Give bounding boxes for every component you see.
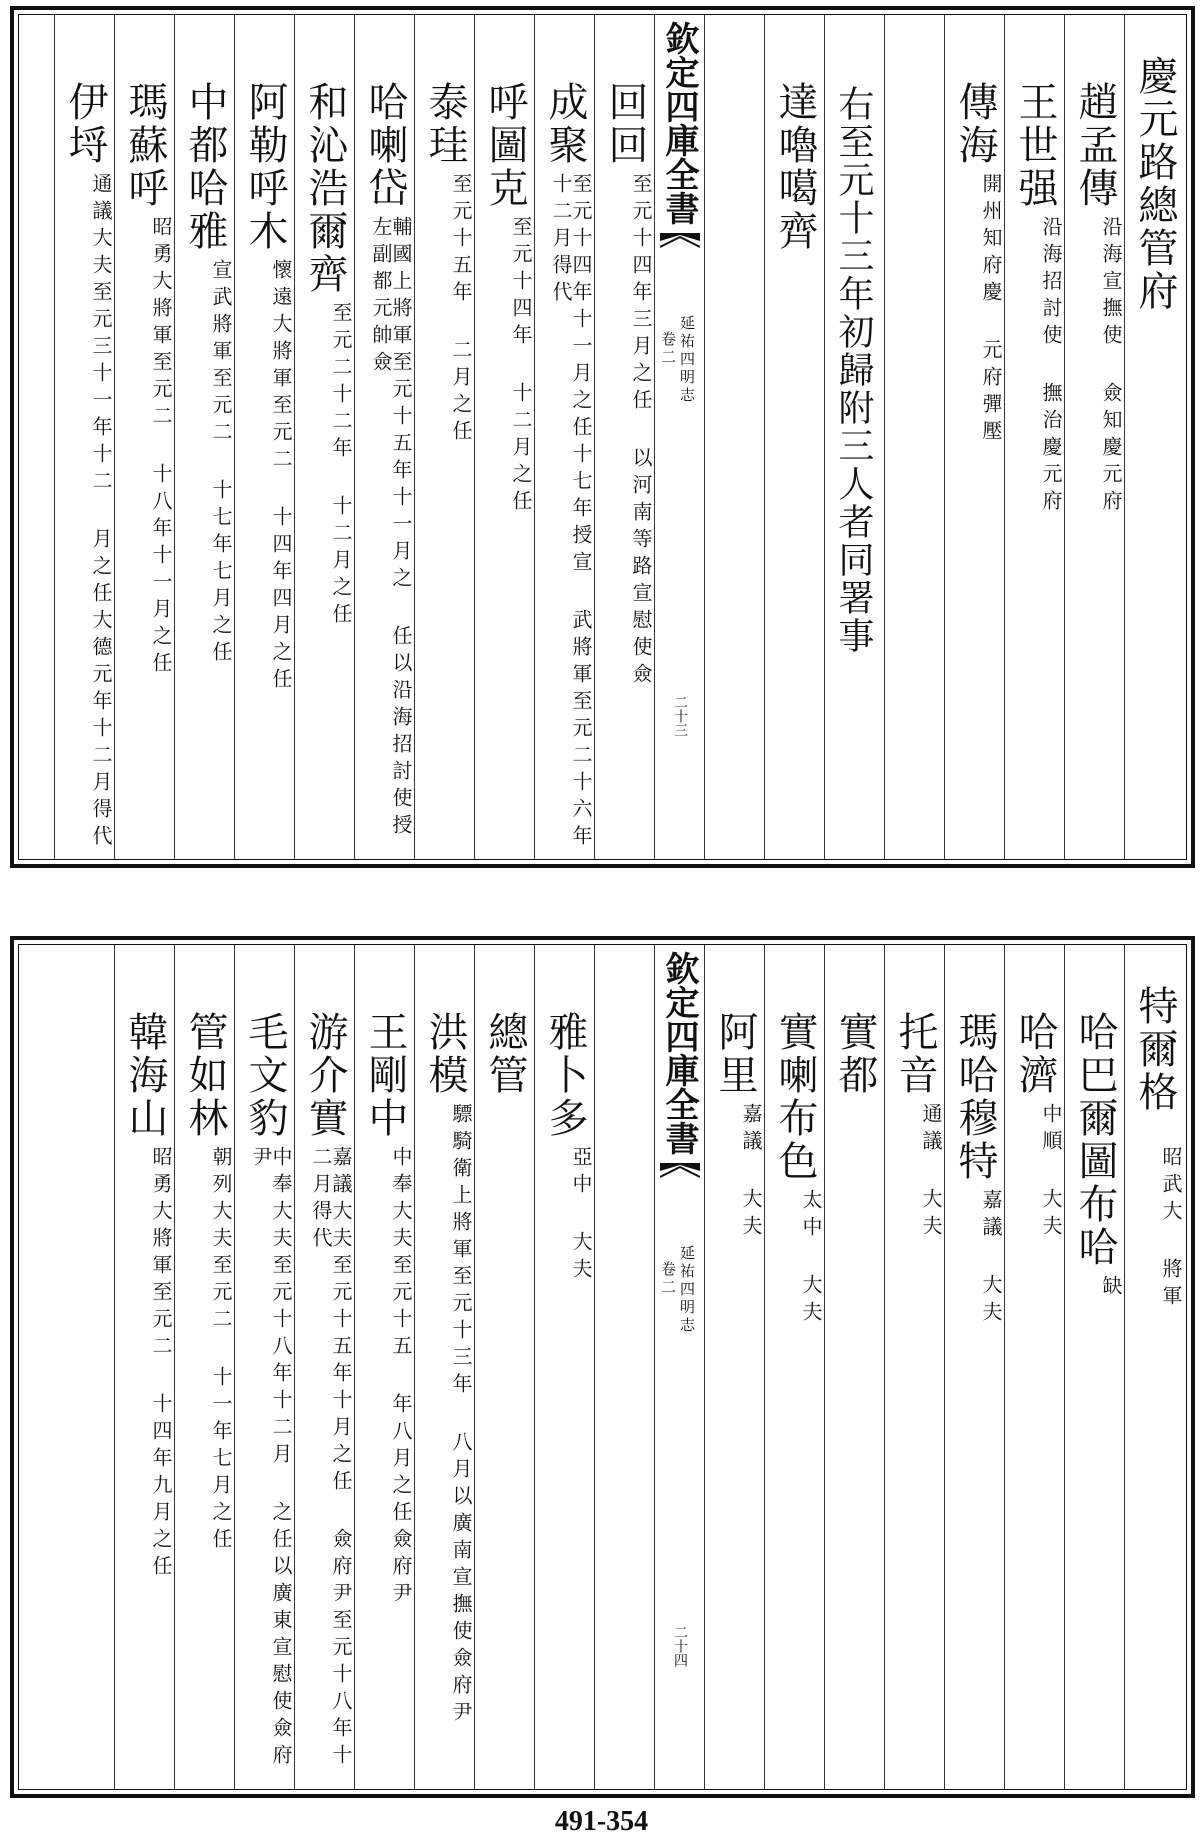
bottom-column-10 [534, 945, 594, 1789]
annotation-text: 通議大夫至元三十一年十二 月之任大德元年十二月得代 [89, 173, 113, 852]
margin-title: 欽定四庫全書 [659, 951, 699, 1155]
name-heading: 實喇布色 [772, 1011, 818, 1183]
annotation-text: 昭勇大將軍至元二 十四年九月之任 [149, 1146, 173, 1582]
name-heading: 實都 [832, 1011, 878, 1097]
name-heading: 雅卜多 [542, 1011, 588, 1140]
top-column-13 [354, 15, 414, 859]
top-column-15 [234, 15, 294, 859]
top-column-12 [414, 15, 474, 859]
margin-volume: 卷二 [659, 331, 677, 367]
bottom-column-7 [764, 945, 824, 1789]
name-heading: 阿勒呼木 [242, 81, 288, 253]
bottom-column-11 [474, 945, 534, 1789]
bottom-column-9 [594, 945, 654, 1789]
name-heading: 泰珪 [422, 81, 468, 167]
name-heading: 傳海 [952, 81, 998, 167]
annotation-text: 至元十四年十一月之任十七年授宣 武將軍至元二十六年十二月得代 [549, 173, 593, 852]
bottom-column-17 [114, 945, 174, 1789]
annotation-text: 通議 大夫 [919, 1103, 943, 1242]
bottom-column-8 [704, 945, 764, 1789]
top-column-18 [54, 15, 114, 859]
annotation-text: 沿海宣撫使 僉知慶元府 [1099, 216, 1123, 517]
annotation-text: 至元十五年 二月之任 [449, 173, 473, 447]
bottom-page [10, 936, 1195, 1798]
page-number-footer: 491-354 [554, 1806, 649, 1837]
annotation-text: 朝列大夫至元二 十一年七月之任 [209, 1146, 233, 1555]
top-page [10, 6, 1195, 868]
name-heading: 總管 [482, 1011, 528, 1097]
name-heading: 哈巴爾圖布哈 [1072, 1011, 1118, 1269]
name-heading: 王世强 [1012, 81, 1058, 210]
top-column-1 [1124, 15, 1184, 859]
annotation-text: 中奉大夫至元十八年十二月 之任以廣東宣慰使僉府尹 [249, 1146, 293, 1771]
top-page-frame [18, 14, 1187, 860]
top-column-14 [294, 15, 354, 859]
bottom-column-3 [1004, 945, 1064, 1789]
annotation-text: 昭勇大將軍至元二 十八年十一月之任 [149, 216, 173, 679]
bottom-column-14 [294, 945, 354, 1789]
fish-tail-mark-icon [660, 233, 700, 257]
name-heading: 中都哈雅 [182, 81, 228, 253]
top-column-7 [764, 15, 824, 859]
top-column-5 [884, 15, 944, 859]
top-column-17 [114, 15, 174, 859]
annotation-text: 輔國上將軍至元十五年十一月之 任以沿海招討使授左副都元帥僉 [369, 216, 413, 841]
annotation-text: 至元二十二年 十二月之任 [329, 302, 353, 630]
annotation-text: 嘉議 大夫 [979, 1189, 1003, 1328]
annotation-text: 中順 大夫 [1039, 1103, 1063, 1242]
name-heading: 哈濟 [1012, 1011, 1058, 1097]
annotation-text: 宣武將軍至元二 十七年七月之任 [209, 259, 233, 668]
top-column-11 [474, 15, 534, 859]
bottom-page-frame [18, 944, 1187, 1790]
name-heading: 特爾格 [1132, 985, 1178, 1114]
name-heading: 趙孟傳 [1072, 81, 1118, 210]
name-heading: 成聚 [542, 81, 588, 167]
bottom-margin-column [654, 945, 704, 1789]
top-column-3 [1004, 15, 1064, 859]
top-column-8 [704, 15, 764, 859]
bottom-column-5 [884, 945, 944, 1789]
top-column-6 [824, 15, 884, 859]
top-column-4 [944, 15, 1004, 859]
name-heading: 回回 [602, 81, 648, 167]
name-heading: 瑪哈穆特 [952, 1011, 998, 1183]
top-column-2 [1064, 15, 1124, 859]
bottom-column-12 [414, 945, 474, 1789]
name-heading: 和沁浩爾齊 [302, 81, 348, 296]
top-column-16 [174, 15, 234, 859]
annotation-text: 懷遠大將軍至元二 十四年四月之任 [269, 259, 293, 695]
annotation-text: 缺 [1099, 1275, 1123, 1302]
name-heading: 洪模 [422, 1011, 468, 1097]
annotation-text: 太中 大夫 [799, 1189, 823, 1328]
name-heading: 伊埒 [62, 81, 108, 167]
name-heading: 瑪蘇呼 [122, 81, 168, 210]
bottom-column-13 [354, 945, 414, 1789]
margin-chapter: 延祐四明志 [678, 1245, 696, 1335]
bottom-column-1 [1124, 945, 1184, 1789]
bottom-column-15 [234, 945, 294, 1789]
annotation-text: 開州知府慶 元府彈壓 [979, 173, 1003, 447]
name-heading: 毛文豹 [242, 1011, 288, 1140]
name-heading: 慶元路總管府 [1132, 55, 1178, 313]
margin-chapter: 延祐四明志 [678, 315, 696, 405]
annotation-text: 至元十四年 十二月之任 [509, 216, 533, 517]
bottom-column-16 [174, 945, 234, 1789]
annotation-text: 嘉議大夫至元十五年十月之任 僉府尹至元十八年十二月得代 [309, 1146, 353, 1771]
name-heading: 達嚕噶齊 [772, 81, 818, 253]
top-margin-column [654, 15, 704, 859]
name-heading: 托音 [892, 1011, 938, 1097]
bottom-column-4 [944, 945, 1004, 1789]
name-heading: 游介實 [302, 1011, 348, 1140]
name-heading: 阿里 [712, 1011, 758, 1097]
name-heading: 哈喇岱 [362, 81, 408, 210]
annotation-text: 中奉大夫至元十五 年八月之任僉府尹 [389, 1146, 413, 1609]
margin-volume: 卷二 [659, 1261, 677, 1297]
margin-title: 欽定四庫全書 [659, 21, 699, 225]
name-heading: 呼圖克 [482, 81, 528, 210]
margin-page-number: 二十三 [672, 695, 688, 737]
annotation-text: 嘉議 大夫 [739, 1103, 763, 1242]
annotation-text: 至元十四年三月之任 以河南等路宣慰使僉 [629, 173, 653, 690]
top-column-9 [594, 15, 654, 859]
name-heading: 王剛中 [362, 1011, 408, 1140]
fish-tail-mark-icon [660, 1163, 700, 1187]
name-heading: 管如林 [182, 1011, 228, 1140]
annotation-text: 驃騎衛上將軍至元十三年 八月以廣南宣撫使僉府尹 [449, 1103, 473, 1728]
annotation-text: 亞中 大夫 [569, 1146, 593, 1285]
margin-page-number: 二十四 [672, 1625, 688, 1667]
bottom-column-2 [1064, 945, 1124, 1789]
bottom-column-6 [824, 945, 884, 1789]
top-column-10 [534, 15, 594, 859]
annotation-text: 昭武大 將軍 [1159, 1146, 1183, 1312]
annotation-text: 沿海招討使 撫治慶元府 [1039, 216, 1063, 517]
name-heading: 韓海山 [122, 1011, 168, 1140]
name-heading: 右至元十三年初歸附三人者同署事 [833, 85, 874, 655]
